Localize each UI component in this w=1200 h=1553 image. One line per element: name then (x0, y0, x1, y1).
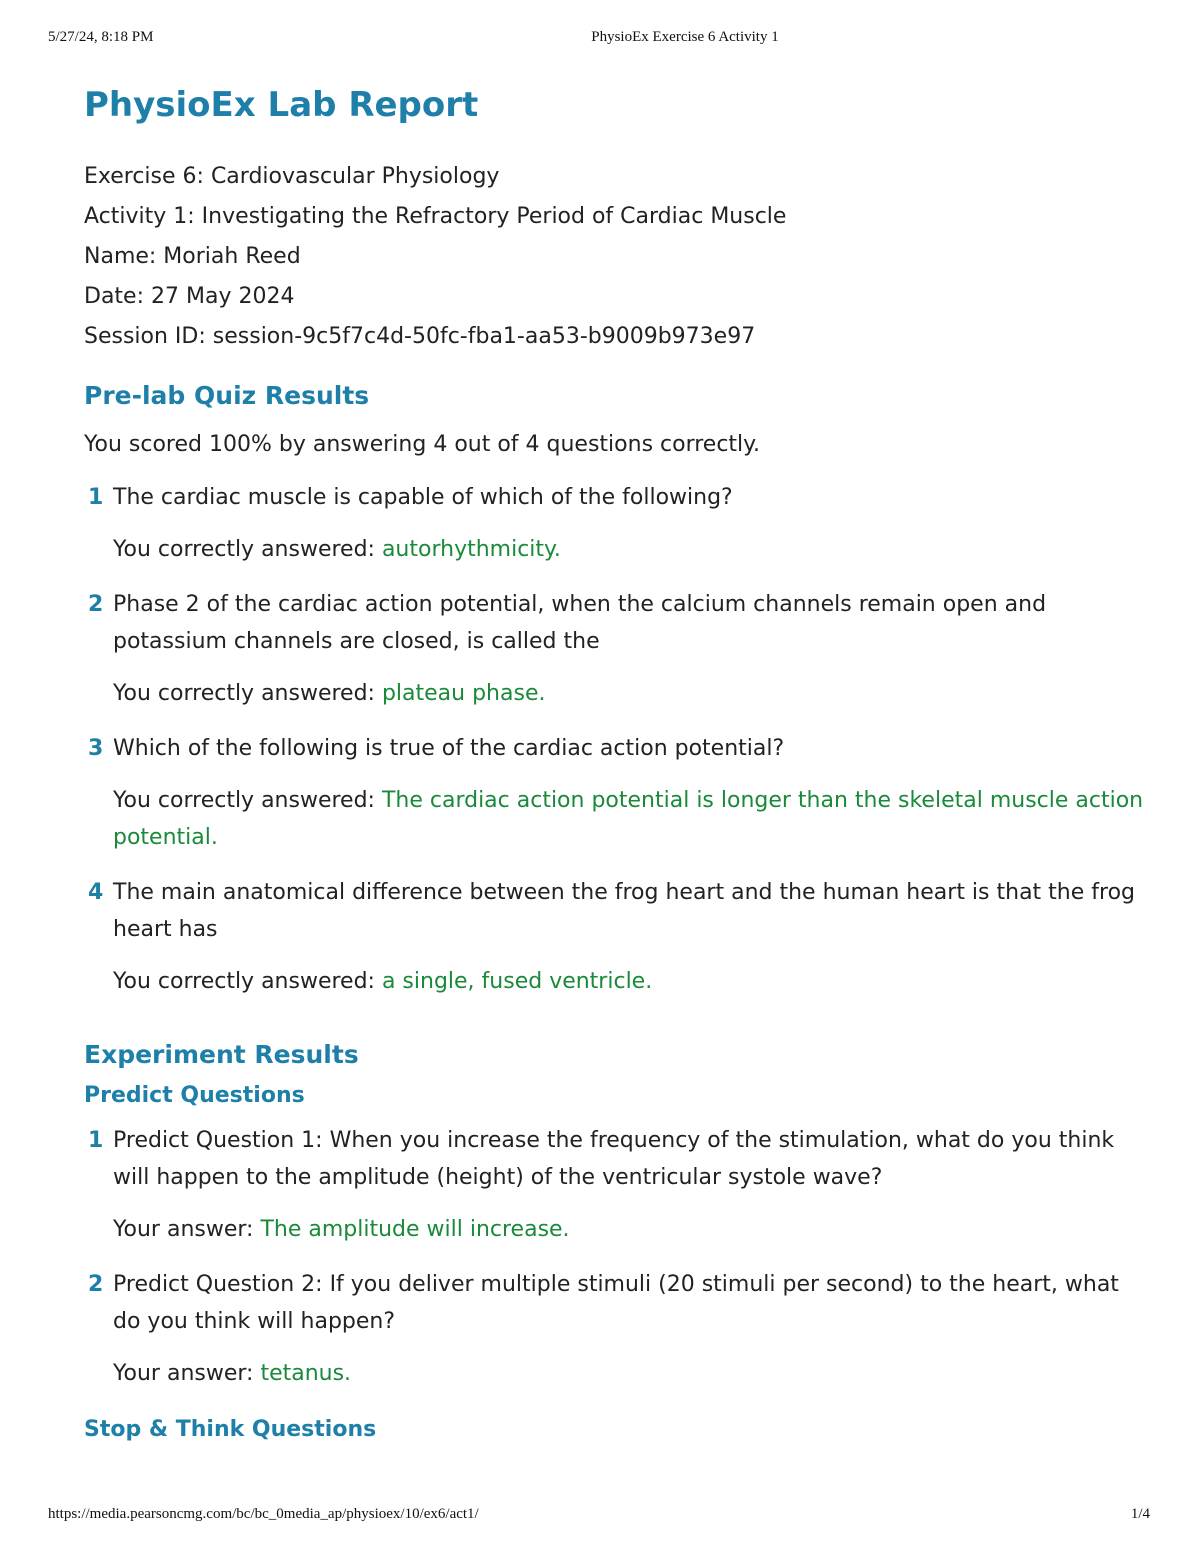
question-text: Predict Question 2: If you deliver multiple stimuli (20 stimuli per second) to the heart, what do you think will happen? (113, 1272, 1119, 1334)
prelab-score: You scored 100% by answering 4 out of 4 questions correctly. (84, 432, 761, 457)
prelab-heading: Pre-lab Quiz Results (84, 381, 370, 410)
answer-line (113, 1355, 1144, 1392)
print-header-title: PhysioEx Exercise 6 Activity 1 (591, 29, 779, 45)
answer-line (113, 963, 1144, 1000)
prelab-question (84, 730, 1144, 856)
question-number: 1 (88, 1128, 104, 1153)
correct-answer: autorhythmicity. (381, 537, 561, 562)
report-meta (84, 157, 1144, 357)
correct-answer: plateau phase. (381, 681, 546, 706)
predict-question-list (84, 1122, 1144, 1392)
prelab-question (84, 586, 1144, 712)
answer-prefix: You correctly answered: (113, 788, 382, 813)
question-number: 4 (88, 880, 104, 905)
question-text: Phase 2 of the cardiac action potential, when the calcium channels remain open and potassium channels are closed, is called the (113, 592, 1047, 654)
predict-question (84, 1122, 1144, 1248)
question-text: The cardiac muscle is capable of which of the following? (113, 485, 733, 510)
predict-heading: Predict Questions (84, 1083, 305, 1108)
report-body (84, 80, 1144, 1446)
correct-answer: a single, fused ventricle. (381, 969, 653, 994)
answer-line (113, 782, 1144, 856)
your-answer: The amplitude will increase. (260, 1217, 570, 1242)
your-answer: tetanus. (260, 1361, 352, 1386)
answer-line (113, 675, 1144, 712)
answer-prefix: Your answer: (113, 1217, 261, 1242)
exercise-line: Exercise 6: Cardiovascular Physiology (84, 164, 500, 189)
answer-prefix: You correctly answered: (113, 969, 382, 994)
stop-think-heading: Stop & Think Questions (84, 1417, 377, 1442)
answer-line (113, 1211, 1144, 1248)
predict-question (84, 1266, 1144, 1392)
print-header-datetime: 5/27/24, 8:18 PM (48, 29, 154, 45)
question-text: The main anatomical difference between the frog heart and the human heart is that the frog heart has (113, 880, 1136, 942)
answer-prefix: Your answer: (113, 1361, 261, 1386)
prelab-question (84, 479, 1144, 568)
student-name: Name: Moriah Reed (84, 244, 301, 269)
question-number: 2 (88, 1272, 104, 1297)
report-date: Date: 27 May 2024 (84, 284, 295, 309)
print-footer-page-number: 1/4 (1130, 1506, 1150, 1522)
prelab-question (84, 874, 1144, 1000)
answer-prefix: You correctly answered: (113, 537, 382, 562)
question-text: Predict Question 1: When you increase the frequency of the stimulation, what do you think will happen to the amplitude (height) of the ventricular systole wave? (113, 1128, 1115, 1190)
question-number: 1 (88, 485, 104, 510)
print-footer-url: https://media.pearsoncmg.com/bc/bc_0media_ap/physioex/10/ex6/act1/ (48, 1506, 479, 1522)
report-title: PhysioEx Lab Report (84, 85, 479, 125)
activity-line: Activity 1: Investigating the Refractory Period of Cardiac Muscle (84, 204, 787, 229)
question-number: 3 (88, 736, 104, 761)
prelab-question-list (84, 479, 1144, 1000)
session-id: Session ID: session-9c5f7c4d-50fc-fba1-aa53-b9009b973e97 (84, 324, 756, 349)
answer-prefix: You correctly answered: (113, 681, 382, 706)
correct-answer: The cardiac action potential is longer than the skeletal muscle action potential. (113, 788, 1144, 850)
answer-line (113, 531, 1144, 568)
question-number: 2 (88, 592, 104, 617)
experiment-heading: Experiment Results (84, 1040, 359, 1069)
question-text: Which of the following is true of the cardiac action potential? (113, 736, 785, 761)
